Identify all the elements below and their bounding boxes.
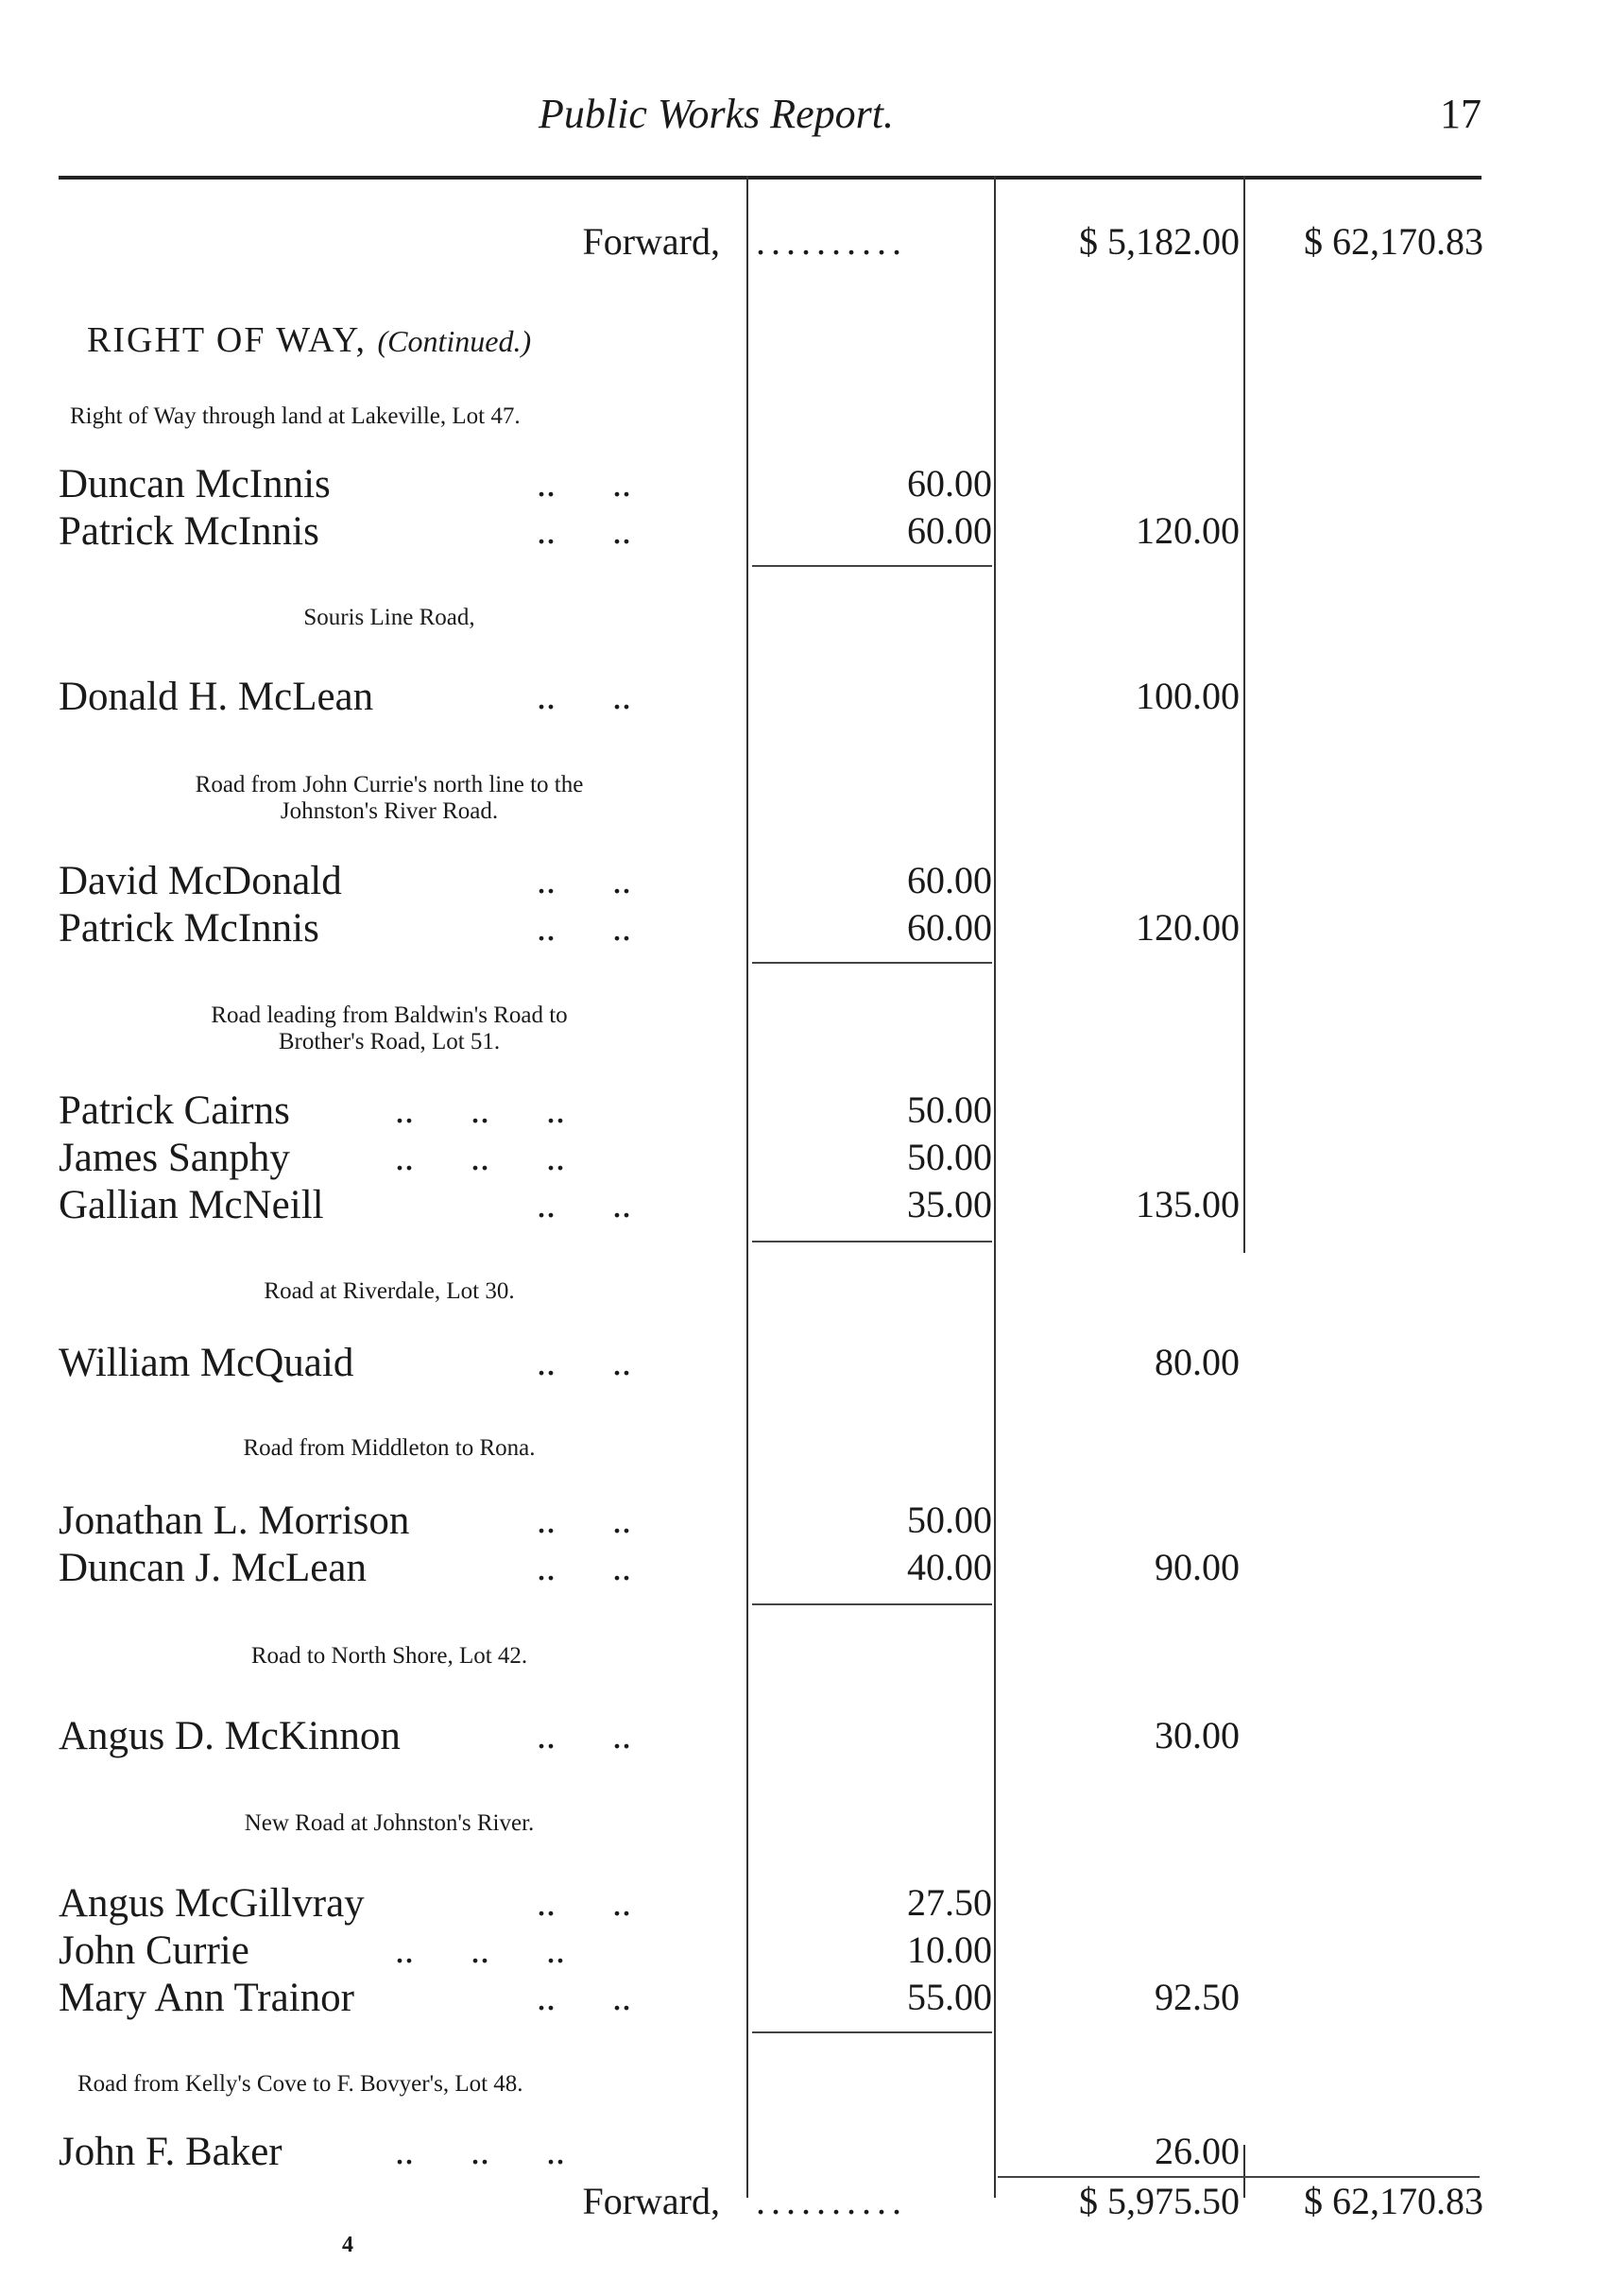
entry-amount: 60.00 xyxy=(907,509,992,552)
entry-name: David McDonald xyxy=(59,859,342,903)
entry-amount: 10.00 xyxy=(907,1928,992,1971)
entry-amount: 40.00 xyxy=(907,1546,992,1588)
entry-amount: 35.00 xyxy=(907,1183,992,1225)
forward-label: Forward, xyxy=(582,220,720,263)
page-title: Public Works Report. xyxy=(539,91,894,137)
entry-leaders: .. .. xyxy=(537,675,631,717)
section-continued: (Continued.) xyxy=(377,324,532,358)
column-rule-2 xyxy=(994,176,996,2198)
section-title-text: RIGHT OF WAY, xyxy=(87,320,367,360)
entry-leaders: .. .. xyxy=(537,1881,631,1924)
sum-rule xyxy=(752,962,992,964)
group-description: Road from Kelly's Cove to F. Bovyer's, Lot 48. xyxy=(77,2071,523,2097)
forward-col2: $ 5,975.50 xyxy=(1079,2180,1240,2222)
forward-label: Forward, xyxy=(582,2180,720,2222)
entry-name: Patrick Cairns xyxy=(59,1088,290,1133)
group-subtotal: 80.00 xyxy=(1155,1341,1240,1383)
sum-rule xyxy=(752,565,992,567)
group-description: Road from Middleton to Rona. xyxy=(243,1435,536,1461)
forward-col2: $ 5,182.00 xyxy=(1079,220,1240,263)
entry-leaders: .. .. xyxy=(537,906,631,949)
entry-leaders: .. .. xyxy=(537,1976,631,2018)
entry-name: Gallian McNeill xyxy=(59,1183,324,1227)
sum-rule xyxy=(752,1603,992,1605)
entry-leaders: .. .. xyxy=(537,1341,631,1383)
entry-amount: 60.00 xyxy=(907,462,992,505)
group-description: Road leading from Baldwin's Road to Brother's Road, Lot 51. xyxy=(211,1002,568,1054)
entry-name: Mary Ann Trainor xyxy=(59,1976,354,2020)
page-number: 17 xyxy=(1440,91,1482,137)
entry-amount: 50.00 xyxy=(907,1088,992,1131)
entry-name: Duncan J. McLean xyxy=(59,1546,367,1590)
group-subtotal: 100.00 xyxy=(1136,675,1240,717)
forward-dots: .......... xyxy=(756,2180,907,2222)
entry-name: John F. Baker xyxy=(59,2130,283,2174)
entry-amount: 27.50 xyxy=(907,1881,992,1924)
entry-leaders: .. .. xyxy=(537,462,631,505)
entry-name: Donald H. McLean xyxy=(59,675,374,719)
group-description: New Road at Johnston's River. xyxy=(244,1810,535,1836)
entry-leaders: .. .. xyxy=(537,509,631,552)
group-description: Souris Line Road, xyxy=(303,605,475,630)
section-title xyxy=(87,319,531,361)
entry-amount: 60.00 xyxy=(907,906,992,949)
column-rule-1 xyxy=(746,176,748,2198)
group-description: Road at Riverdale, Lot 30. xyxy=(264,1278,515,1304)
entry-name: Angus McGillvray xyxy=(59,1881,365,1926)
forward-col3: $ 62,170.83 xyxy=(1304,2180,1483,2222)
entry-amount: 50.00 xyxy=(907,1136,992,1178)
entry-leaders: .. .. xyxy=(537,1183,631,1225)
group-subtotal: 90.00 xyxy=(1155,1546,1240,1588)
entry-name: Jonathan L. Morrison xyxy=(59,1499,410,1543)
group-subtotal: 120.00 xyxy=(1136,509,1240,552)
signature-mark: 4 xyxy=(342,2233,353,2257)
header-rule xyxy=(59,176,1482,180)
entry-name: William McQuaid xyxy=(59,1341,354,1385)
entry-leaders: .. .. .. xyxy=(395,1928,565,1971)
entry-name: John Currie xyxy=(59,1928,249,1973)
group-subtotal: 135.00 xyxy=(1136,1183,1240,1225)
entry-name: Angus D. McKinnon xyxy=(59,1714,401,1758)
group-subtotal: 120.00 xyxy=(1136,906,1240,949)
entry-leaders: .. .. xyxy=(537,1546,631,1588)
entry-name: Patrick McInnis xyxy=(59,509,319,554)
sum-rule xyxy=(752,1241,992,1242)
entry-name: James Sanphy xyxy=(59,1136,290,1180)
entry-name: Duncan McInnis xyxy=(59,462,331,506)
entry-name: Patrick McInnis xyxy=(59,906,319,951)
column-rule-3 xyxy=(1243,176,1245,1253)
entry-leaders: .. .. .. xyxy=(395,1136,565,1178)
entry-leaders: .. .. xyxy=(537,1714,631,1756)
entry-amount: 60.00 xyxy=(907,859,992,901)
total-rule xyxy=(998,2176,1480,2178)
group-description: Road from John Currie's north line to the Johnston's River Road. xyxy=(195,772,584,824)
group-subtotal: 26.00 xyxy=(1155,2130,1240,2172)
forward-col3: $ 62,170.83 xyxy=(1304,220,1483,263)
entry-leaders: .. .. xyxy=(537,859,631,901)
column-rule-3-lower xyxy=(1243,2145,1245,2198)
entry-leaders: .. .. xyxy=(537,1499,631,1541)
sum-rule xyxy=(752,2031,992,2033)
entry-leaders: .. .. .. xyxy=(395,1088,565,1131)
entry-amount: 50.00 xyxy=(907,1499,992,1541)
entry-leaders: .. .. .. xyxy=(395,2130,565,2172)
group-description: Right of Way through land at Lakeville, Lot 47. xyxy=(70,403,521,429)
forward-dots: .......... xyxy=(756,220,907,263)
group-subtotal: 92.50 xyxy=(1155,1976,1240,2018)
group-subtotal: 30.00 xyxy=(1155,1714,1240,1756)
entry-amount: 55.00 xyxy=(907,1976,992,2018)
group-description: Road to North Shore, Lot 42. xyxy=(250,1643,528,1669)
